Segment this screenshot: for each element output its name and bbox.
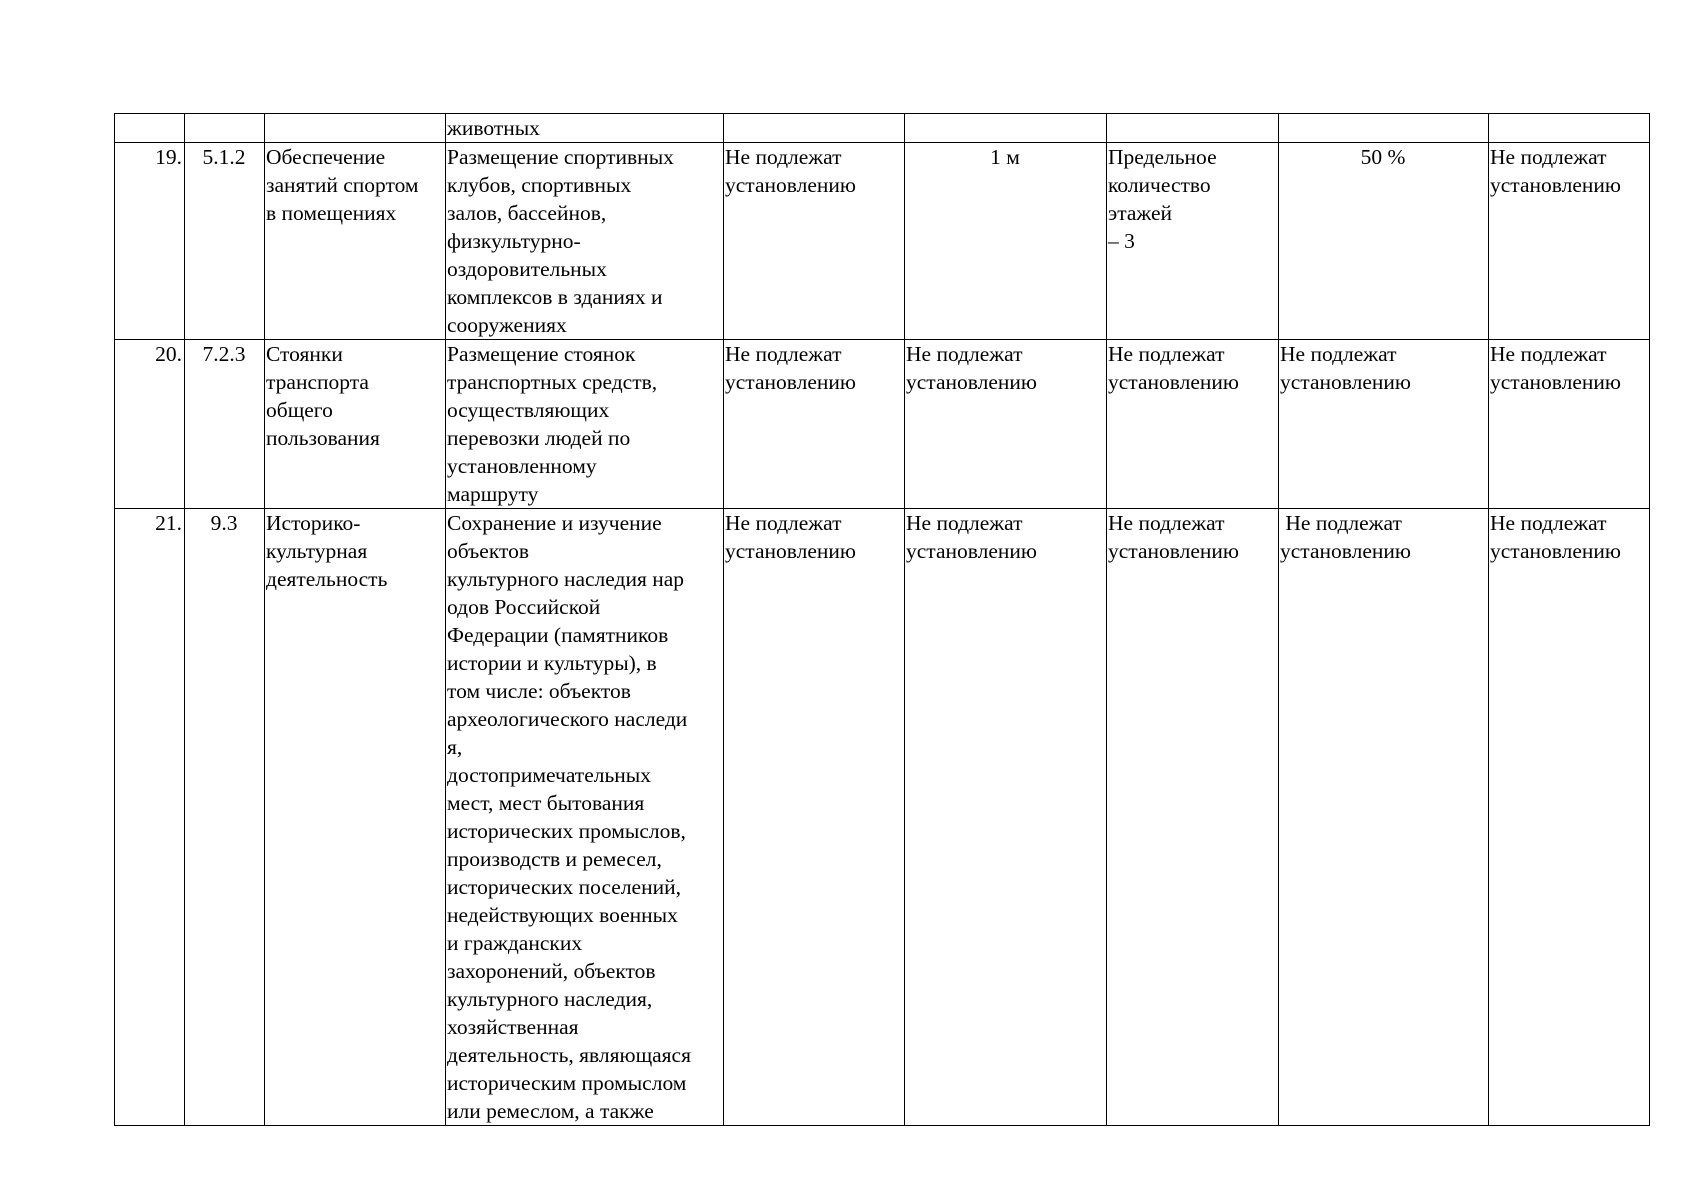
value-cell: Не подлежат установлению [1279,509,1489,1126]
value-cell: Не подлежат установлению [1107,340,1279,509]
value-cell [1489,114,1650,143]
row-number-cell: 20. [115,340,185,509]
table-row [115,340,1650,509]
value-cell: Не подлежат установлению [1279,340,1489,509]
description-cell: Размещение стоянок транспортных средств, осуществляющих перевозки людей по установленному маршруту [446,340,724,509]
value-cell: Предельное количество этажей – 3 [1107,143,1279,340]
row-number-cell: 21. [115,509,185,1126]
value-cell: Не подлежат установлению [724,143,905,340]
value-cell [1107,114,1279,143]
value-cell: Не подлежат установлению [905,509,1107,1126]
value-cell: Не подлежат установлению [724,509,905,1126]
code-cell: 7.2.3 [185,340,265,509]
value-cell: Не подлежат установлению [724,340,905,509]
name-cell: Обеспечение занятий спортом в помещениях [265,143,446,340]
value-cell: Не подлежат установлению [1489,509,1650,1126]
code-cell: 9.3 [185,509,265,1126]
value-cell [905,114,1107,143]
value-cell [1279,114,1489,143]
table-row [115,114,1650,143]
description-cell: животных [446,114,724,143]
value-cell: 50 % [1279,143,1489,340]
value-cell: Не подлежат установлению [1489,143,1650,340]
description-cell: Сохранение и изучение объектов культурного наследия нар одов Российской Федерации (памятников истории и культуры), в том числе: объектов археологического наследи я, достопримечательных мест, мест бытования исторических промыслов, производств и ремесел, исторических поселений, недействующих военных и гражданских захоронений, объектов культурного наследия, хозяйственная деятельность, являющаяся историческим промыслом или ремеслом, а также [446,509,724,1126]
regulations-table [114,113,1650,1126]
value-cell: 1 м [905,143,1107,340]
description-cell: Размещение спортивных клубов, спортивных залов, бассейнов, физкультурно- оздоровительных комплексов в зданиях и сооружениях [446,143,724,340]
table-row [115,143,1650,340]
name-cell: Историко- культурная деятельность [265,509,446,1126]
value-cell: Не подлежат установлению [1489,340,1650,509]
value-cell: Не подлежат установлению [1107,509,1279,1126]
value-cell [724,114,905,143]
name-cell: Стоянки транспорта общего пользования [265,340,446,509]
value-cell: Не подлежат установлению [905,340,1107,509]
row-number-cell [115,114,185,143]
code-cell [185,114,265,143]
row-number-cell: 19. [115,143,185,340]
table-row [115,509,1650,1126]
code-cell: 5.1.2 [185,143,265,340]
name-cell [265,114,446,143]
